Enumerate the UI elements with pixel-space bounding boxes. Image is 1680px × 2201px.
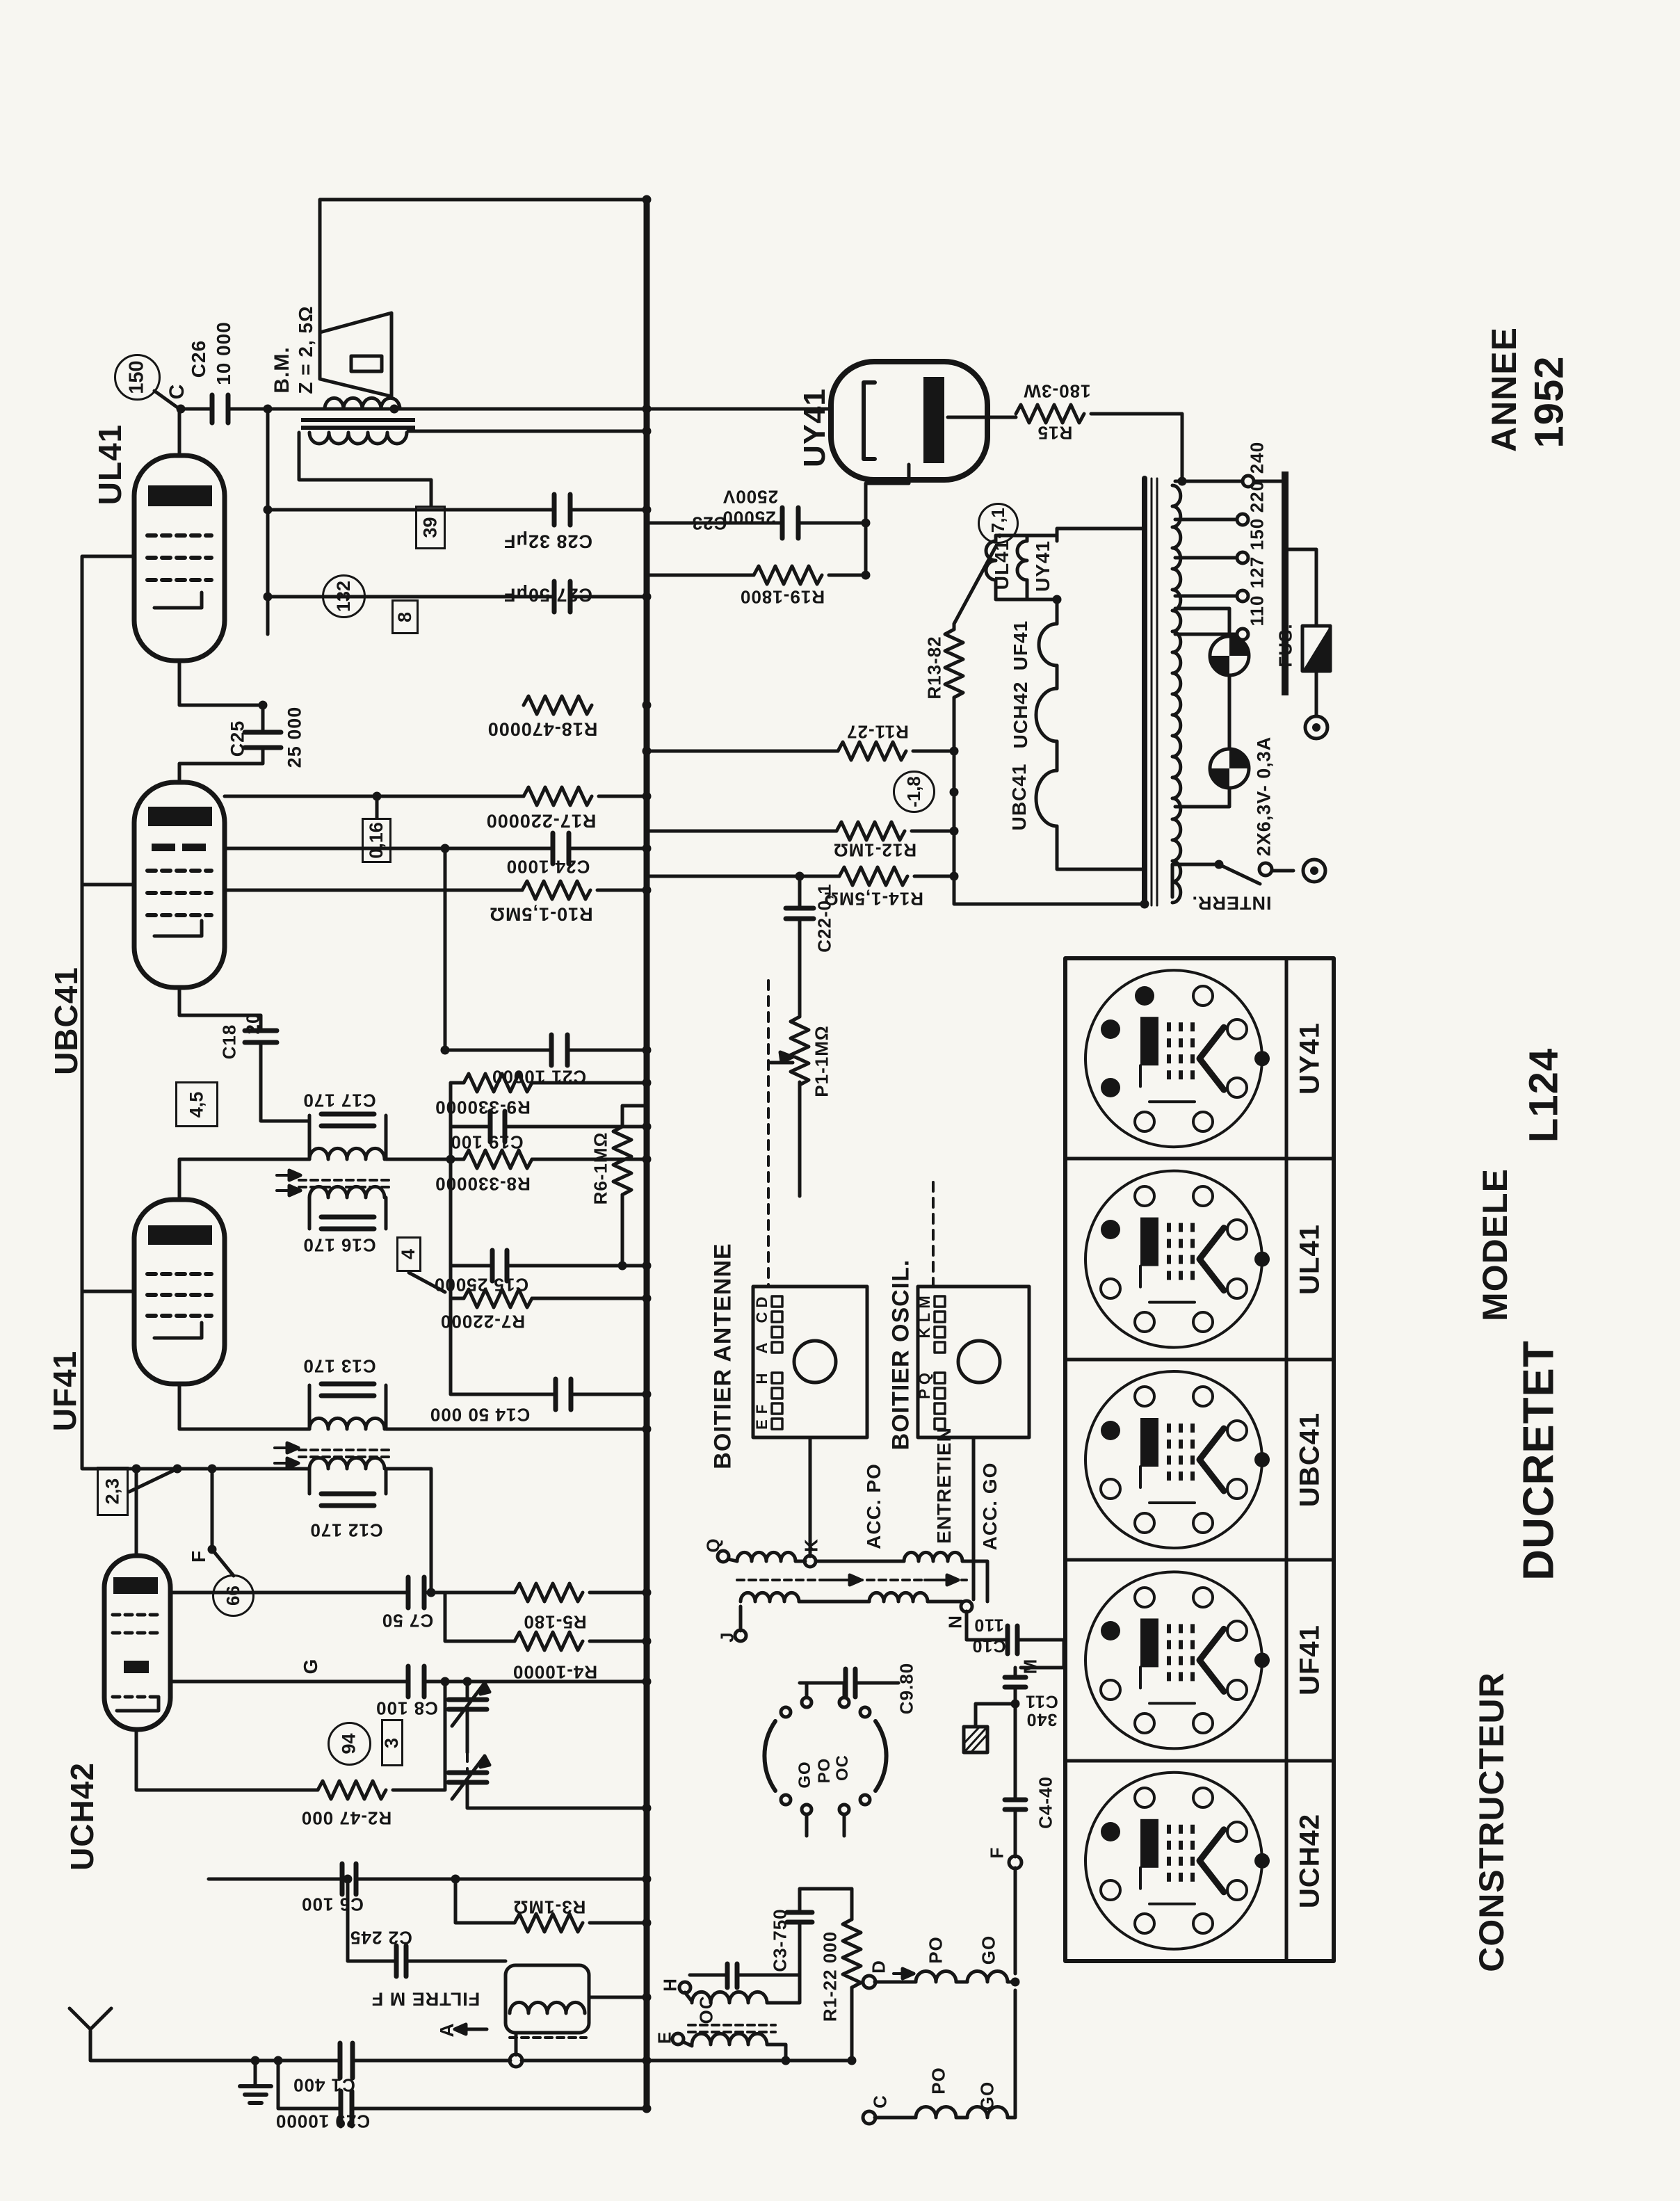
socket-diagram-uch42 xyxy=(1085,1773,1270,1949)
socket-panel xyxy=(1065,958,1334,1961)
schematic-label: C17 170 xyxy=(302,1090,376,1111)
schematic-label: OC xyxy=(695,1995,717,2024)
schematic-label: UBC41 xyxy=(1294,1412,1325,1508)
mains-plug-icon xyxy=(1303,716,1327,882)
boitier-antenne-box xyxy=(753,1287,867,1437)
schematic-label: ENTRETIEN xyxy=(933,1427,955,1544)
schematic-label: H xyxy=(659,1978,681,1992)
socket-diagram-uy41 xyxy=(1085,970,1270,1147)
schematic-label: R12-1MΩ xyxy=(832,839,917,861)
margin-modele-label: MODELE xyxy=(1476,1168,1515,1321)
socket-diagram-ul41 xyxy=(1085,1171,1270,1348)
schematic-label: UBC41 xyxy=(1008,763,1030,831)
schematic-label: H xyxy=(753,1372,770,1385)
schematic-label: R8-330000 xyxy=(435,1173,531,1195)
schematic-label: C25 xyxy=(227,720,248,757)
schematic-label: A xyxy=(753,1341,770,1354)
schematic-label: E xyxy=(654,2031,675,2045)
schematic-label: C3-750 xyxy=(769,1908,791,1972)
schematic-label: 25 000 xyxy=(284,706,305,768)
fuse-icon xyxy=(1302,626,1330,671)
schematic-label: GO xyxy=(976,2081,998,2111)
schematic-label: P xyxy=(916,1388,933,1399)
schematic-label: C xyxy=(165,383,188,400)
schematic-label: PO xyxy=(928,2067,949,2095)
schematic-label: R7-22000 xyxy=(439,1311,526,1332)
schematic-label: C7 50 xyxy=(381,1610,434,1631)
schematic-label: C16 170 xyxy=(302,1234,376,1256)
voltage-callout-circle: 132 xyxy=(322,574,366,618)
mf-filter-box xyxy=(506,1965,589,2033)
schematic-label: R5-180 xyxy=(523,1611,587,1633)
current-callout-box: 39 xyxy=(415,506,446,549)
schematic-label: 127 xyxy=(1246,556,1268,589)
schematic-label: UL41 xyxy=(1294,1223,1325,1295)
tube-uf41 xyxy=(134,1200,225,1384)
schematic-label: Q xyxy=(702,1538,724,1553)
junction-dots xyxy=(132,195,1224,2113)
tube-ubc41 xyxy=(134,782,225,987)
schematic-label: C6 100 xyxy=(301,1894,364,1915)
margin-year: 1952 xyxy=(1526,355,1572,449)
schematic-label: UL41 xyxy=(92,424,128,506)
schematic-label: INTERR. xyxy=(1191,892,1272,914)
schematic-label: R10-1,5MΩ xyxy=(489,903,593,925)
schematic-label: C4-40 xyxy=(1035,1776,1056,1829)
schematic-label: C21 10000 xyxy=(491,1066,587,1088)
schematic-label: UF41 xyxy=(1010,620,1031,671)
schematic-label: 25000 xyxy=(722,507,776,529)
schematic-label: C12 170 xyxy=(309,1519,383,1541)
tube-ul41 xyxy=(134,455,225,661)
schematic-label: UCH42 xyxy=(1294,1813,1325,1908)
current-callout-box: 0,16 xyxy=(362,818,391,863)
schematic-label: R4-10000 xyxy=(512,1661,598,1683)
schematic-label: 10 000 xyxy=(213,321,234,385)
schematic-label: 180-3W xyxy=(1023,380,1091,402)
schematic-label: C xyxy=(753,1311,770,1323)
schematic-label: C29 10000 xyxy=(275,2111,371,2132)
schematic-label: P1-1MΩ xyxy=(811,1025,832,1097)
current-callout-box: 4,5 xyxy=(175,1081,218,1127)
schematic-label: C10 xyxy=(971,1636,1006,1656)
schematic-label: Z = 2, 5Ω xyxy=(295,305,316,394)
schematic-label: R11-27 xyxy=(846,721,909,743)
schematic-label: F xyxy=(188,1549,209,1563)
schematic-label: UF41 xyxy=(47,1350,83,1432)
schematic-label: UL41 xyxy=(991,539,1012,590)
schematic-label: B.M. xyxy=(270,346,293,394)
current-callout-box: 8 xyxy=(391,599,419,634)
tube-uy41 xyxy=(831,362,987,480)
schematic-label: 340 xyxy=(1026,1709,1058,1730)
schematic-label: 2500V xyxy=(722,486,779,508)
schematic-label: C22-0,1 xyxy=(814,883,835,953)
schematic-label: G xyxy=(300,1658,321,1675)
socket-diagram-uf41 xyxy=(1085,1572,1270,1748)
schematic-label: K xyxy=(916,1326,933,1339)
current-callout-box: 2,3 xyxy=(97,1467,129,1516)
schematic-label: N xyxy=(944,1615,966,1629)
schematic-label: D xyxy=(868,1960,889,1974)
voltage-callout-circle: 94 xyxy=(328,1722,371,1766)
schematic-label: A xyxy=(436,2022,458,2038)
schematic-label: UY41 xyxy=(1032,540,1053,592)
schematic-label: C27 50μF xyxy=(503,584,593,606)
schematic-label: C8 100 xyxy=(375,1698,438,1719)
schematic-label: 220 xyxy=(1246,480,1268,513)
schematic-label: C28 32μF xyxy=(503,531,593,552)
schematic-label: ACC. GO xyxy=(979,1462,1001,1551)
schematic-label: C11 xyxy=(1025,1691,1058,1711)
schematic-label: R13-82 xyxy=(923,636,945,700)
current-callout-box: 4 xyxy=(396,1236,421,1272)
interr-switch-icon xyxy=(1259,863,1272,876)
schematic-label: Q xyxy=(916,1371,933,1385)
schematic-label: ACC. PO xyxy=(863,1463,885,1549)
margin-brand: DUCRETET xyxy=(1515,1340,1563,1581)
schematic-label: 110 xyxy=(974,1615,1004,1635)
schematic-label: C9.80 xyxy=(896,1662,917,1715)
schematic-label: OC xyxy=(833,1755,852,1781)
schematic-label: C xyxy=(869,2095,891,2109)
schematic-label: PO xyxy=(815,1757,834,1784)
schematic-label: FILTRE M F xyxy=(371,1988,480,2010)
schematic-label: C23 xyxy=(691,513,727,534)
schematic-label: 240 xyxy=(1246,441,1268,474)
coils xyxy=(309,398,1181,2118)
schematic-label: K xyxy=(800,1538,822,1552)
schematic-label: UF41 xyxy=(1294,1624,1325,1696)
schematic-label: D xyxy=(753,1296,770,1308)
schematic-label: R19-1800 xyxy=(739,586,825,608)
schematic-label: R6-1MΩ xyxy=(590,1131,611,1205)
schematic-label: F xyxy=(753,1403,770,1414)
schematic-label: C24 1000 xyxy=(506,856,590,878)
schematic-label: C19 100 xyxy=(450,1131,524,1153)
margin-model: L124 xyxy=(1521,1047,1567,1143)
schematic-label: BOITIER OSCIL. xyxy=(887,1259,914,1451)
schematic-label: M xyxy=(1019,1658,1041,1675)
schematic-label: C26 xyxy=(188,339,209,378)
schematic-label: C18 xyxy=(218,1024,240,1060)
voltage-callout-circle: 66 xyxy=(212,1574,255,1617)
schematic-label: PO xyxy=(925,1936,946,1964)
schematic-label: R15 xyxy=(1037,422,1073,444)
schematic-label: R2-47 000 xyxy=(300,1807,392,1829)
schematic-label: FUS. xyxy=(1275,623,1296,668)
schematic-label: UY41 xyxy=(1294,1022,1325,1095)
voltage-callout-circle: 150 xyxy=(114,354,161,401)
schematic-label: F xyxy=(986,1846,1008,1859)
schematic-label: 110 xyxy=(1246,595,1268,627)
schematic-label: C2 245 xyxy=(350,1927,412,1949)
resistors xyxy=(318,405,1084,1988)
schematic-label: R17-220000 xyxy=(485,810,597,832)
schematic-label: UCH42 xyxy=(64,1762,100,1871)
voltage-callout-circle: -7,1 xyxy=(978,503,1019,544)
schematic-label: UCH42 xyxy=(1010,681,1031,749)
schematic-label: R18-470000 xyxy=(487,718,598,740)
tube-uch42 xyxy=(104,1556,170,1730)
voltage-callout-circle: -1,8 xyxy=(893,771,935,813)
rotary-switch xyxy=(764,1698,886,1814)
margin-annee-label: ANNEE xyxy=(1485,326,1524,453)
schematic-label: UBC41 xyxy=(48,967,84,1075)
schematic-label: E xyxy=(753,1419,770,1430)
schematic-label: BOITIER ANTENNE xyxy=(709,1243,736,1469)
schematic-label: J xyxy=(716,1631,738,1643)
margin-constructeur-label: CONSTRUCTEUR xyxy=(1472,1672,1511,1972)
socket-diagram-ubc41 xyxy=(1085,1371,1270,1548)
schematic-label: 20 xyxy=(242,1013,264,1035)
schematic-label: R14-1,5MΩ xyxy=(823,888,924,910)
current-callout-box: 3 xyxy=(381,1719,403,1766)
schematic-label: GO xyxy=(978,1935,999,1965)
schematic-label: UY41 xyxy=(798,387,832,468)
schematic-label: 150 xyxy=(1246,517,1268,551)
schematic-label: C13 170 xyxy=(302,1355,376,1377)
schematic-label: C1 400 xyxy=(293,2074,355,2096)
schematic-label: R9-330000 xyxy=(435,1097,531,1118)
schematic-label: C14 50 000 xyxy=(429,1404,531,1426)
schematic-label: M xyxy=(916,1295,933,1309)
schematic-label: C15 25000 xyxy=(433,1274,529,1296)
schematic-label: R1-22 000 xyxy=(819,1930,841,2022)
schematic-label: L xyxy=(916,1312,933,1323)
schematic-label: R3-1MΩ xyxy=(512,1896,586,1918)
schematic-label: 2X6,3V- 0,3A xyxy=(1253,736,1275,857)
schematic-label: GO xyxy=(795,1761,814,1789)
